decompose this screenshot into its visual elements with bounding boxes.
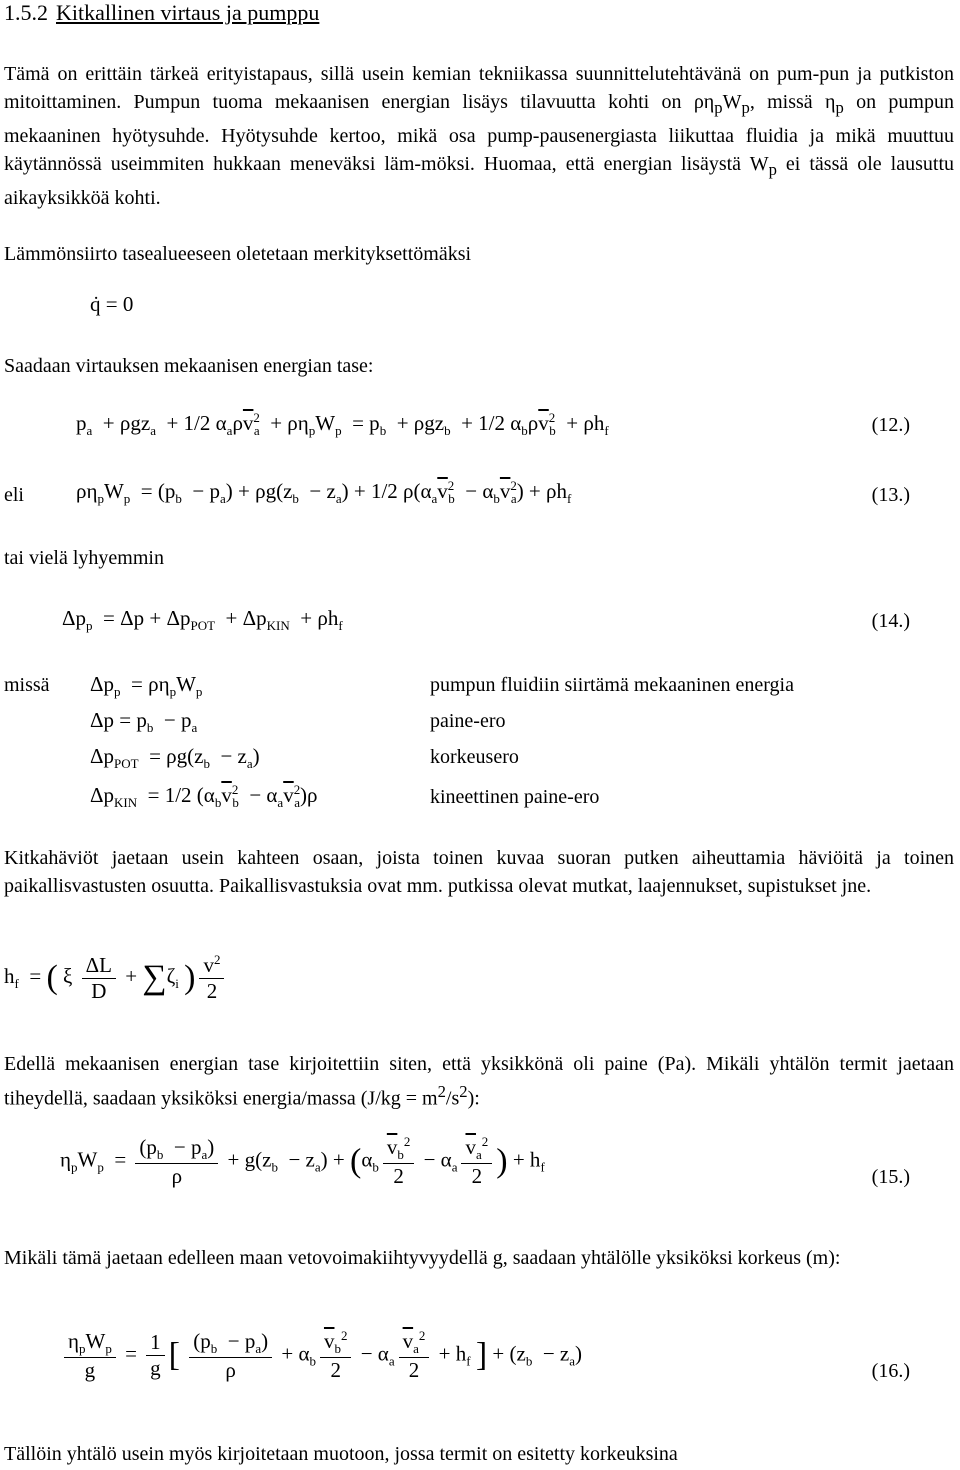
friction-text: Kitkahäviöt jaetaan usein kahteen osaan, joista toinen kuvaa suoran putken aiheuttamia häviöitä ja toinen paikallisvastusten osuutta. Paikallisvastuksia ovat mm. putkissa olevat mutkat, laajennukset, supistukset jne.: [4, 847, 954, 897]
equation-14: $\Delta p_p = \Delta p + \Delta p_{POT} + \Delta p_{KIN} + \rho h_f$: [62, 606, 343, 634]
intro-text-d: ei tässä ole lausuttu aikayksikköä kohti.: [4, 153, 955, 209]
def-label-height: korkeusero: [430, 746, 519, 768]
closing-text: Tällöin yhtälö usein myös kirjoitetaan muotoon, jossa termit on esitetty korkeuksina: [4, 1443, 678, 1465]
equation-15: $\eta_pW_p$ = $\frac{(p_b - p_a)}{\rho}$ + $g(z_b - z_a) + (\alpha_b$ $\frac{\overline{v}_b^2}{2}$ − $\alpha_a$ $\frac{\overline{v}_a^2}{2}$ ) + $h_f$: [60, 1134, 545, 1189]
def-eq-pump: $\Delta p_p = \rho\eta_pW_p$: [90, 672, 203, 700]
energy-mass-text: [4, 1050, 954, 1113]
equation-q-zero: q̇ = 0: [90, 292, 134, 316]
rho-eta-symbol: ρη: [693, 91, 715, 113]
missa-label: missä: [4, 674, 50, 696]
intro-text-a: Tämä on erittäin tärkeä erityistapaus, sillä usein kemian tekniikassa suunnittelutehtävänä on pum-pun ja putkiston mitoittaminen. Pumpun tuoma mekaanisen energian lisäys tilavuutta kohti on: [4, 63, 954, 113]
sub-p: p: [714, 98, 723, 117]
eli-label: eli: [4, 484, 24, 506]
def-eq-kinetic: $\Delta p_{KIN} = 1/2$ $(\alpha_b\overline{v}^2_b - \alpha_a\overline{v}^2_a)\rho$: [90, 782, 318, 811]
section-number: 1.5.2: [4, 0, 48, 25]
energy-balance-text: Saadaan virtauksen mekaanisen energian tase:: [4, 355, 374, 377]
def-label-pressure: paine-ero: [430, 710, 506, 732]
def-eq-pressure: $\Delta p = p_b - p_a$: [90, 708, 198, 736]
sub-p: p: [741, 98, 750, 117]
section-heading: [4, 0, 319, 26]
intro-text-b: , missä: [749, 91, 825, 113]
equation-12: $p_a + \rho gz_a + 1/2$ $\alpha_a\rho\overline{v}^2_a + \rho\eta_pW_p = p_b + \rho gz_b + 1/2$ $\alpha_b\rho\overline{v}^2_b + \rho h_f$: [76, 410, 609, 439]
sub-p: p: [768, 160, 777, 179]
equation-16: $\frac{\eta_pW_p}{g}$ = $\frac{1}{g}$ [ $\frac{(p_b - p_a)}{\rho}$ + $\alpha_b$ $\frac{\overline{v}_b^2}{2}$ − $\alpha_a$ $\frac{\overline{v}_a^2}{2}$ + $h_f$ ] + $(z_b - z_a)$: [60, 1328, 582, 1383]
energy-mass-text-b: /s: [445, 1087, 460, 1110]
sub-p: p: [835, 98, 844, 117]
w-symbol: W: [722, 91, 742, 113]
shorter-text: tai vielä lyhyemmin: [4, 547, 164, 569]
def-label-pump: pumpun fluidiin siirtämä mekaaninen energia: [430, 674, 794, 696]
energy-mass-text-c: ):: [467, 1087, 480, 1110]
def-eq-height: $\Delta p_{POT} = \rho g(z_b - z_a)$: [90, 744, 260, 772]
energy-mass-text-a: Edellä mekaanisen energian tase kirjoitettiin siten, että yksikkönä oli paine (Pa). Mikäli yhtälön termit jaetaan tiheydellä, saadaan yksiköksi energia/massa (J/kg = m: [4, 1053, 954, 1110]
heat-transfer-text: Lämmönsiirto tasealueeseen oletetaan merkityksettömäksi: [4, 243, 472, 265]
equation-13: $\rho\eta_pW_p = (p_b - p_a) + \rho g(z_b - z_a) + 1/2$ $\rho(\alpha_a\overline{v}^2_b - \alpha_b\overline{v}^2_a) + \rho h_f$: [76, 478, 572, 507]
intro-text-c: on pumpun mekaaninen hyötysuhde. Hyötysuhde kertoo, mikä osa pump-pausenergiasta liikuttaa fluidia ja mikä muuttuu käytännössä useimmiten hukkaan meneväksi läm-möksi. Huomaa, että energian lisäystä W: [4, 91, 954, 175]
equation-14-number: (14.): [871, 610, 910, 632]
eta-symbol: η: [825, 91, 836, 113]
equation-15-number: (15.): [871, 1166, 910, 1188]
intro-paragraph: [4, 60, 954, 212]
sup-2: 2: [437, 1082, 446, 1101]
equation-16-number: (16.): [871, 1360, 910, 1382]
equation-13-number: (13.): [871, 484, 910, 506]
equation-12-number: (12.): [871, 414, 910, 436]
section-title: Kitkallinen virtaus ja pumppu: [56, 0, 320, 25]
height-text: Mikäli tämä jaetaan edelleen maan vetovoimakiihtyvyydellä g, saadaan yhtälölle yksiköksi korkeus (m):: [4, 1247, 841, 1269]
def-label-kinetic: kineettinen paine-ero: [430, 786, 600, 808]
sup-2: 2: [459, 1082, 468, 1101]
equation-hf: $h_f$ = ( ξ $\frac{\Delta L}{D}$ + $\sum\zeta_i$ ) $\frac{v^2}{2}$: [4, 952, 228, 1004]
